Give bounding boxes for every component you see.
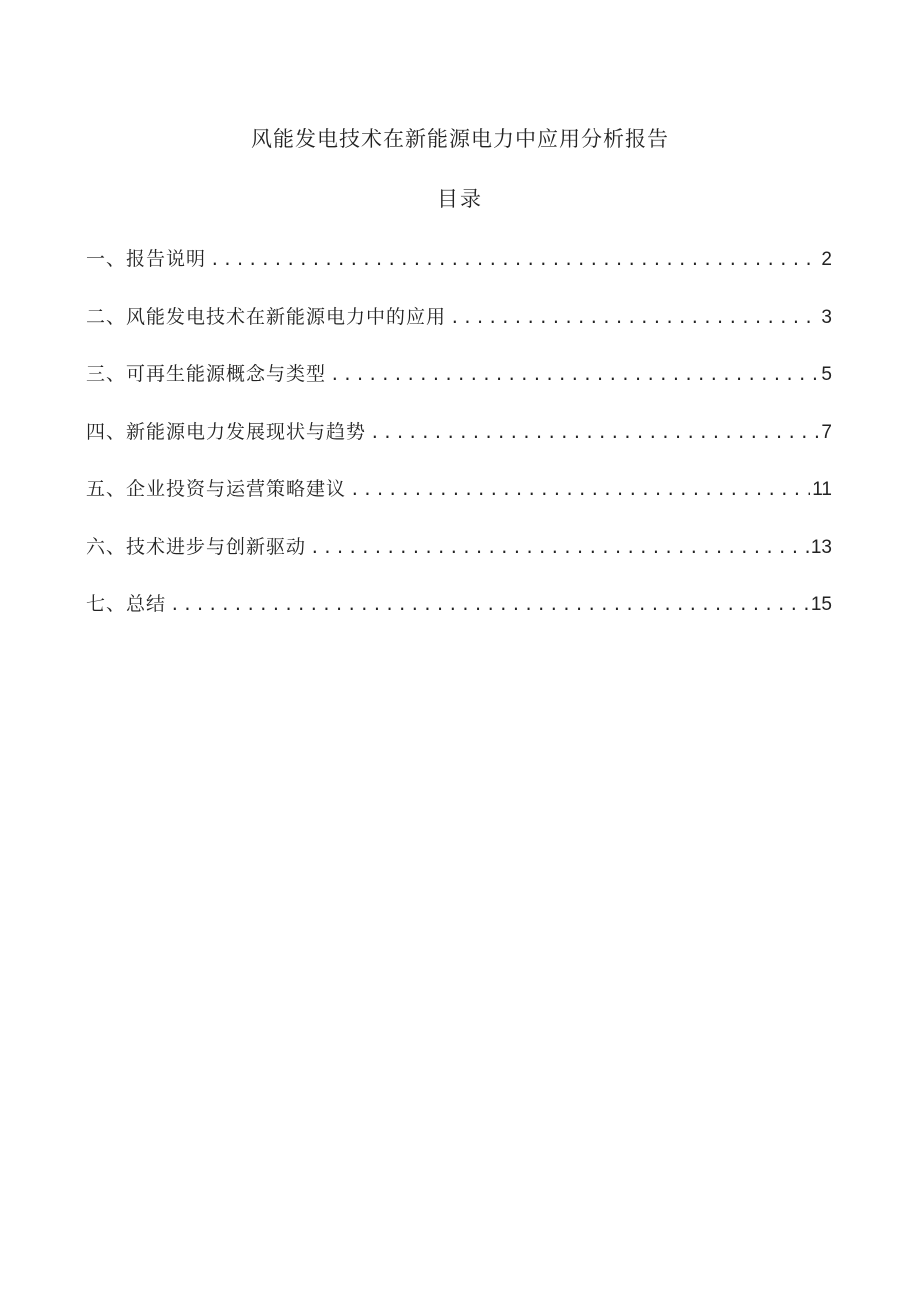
toc-entry-7[interactable] [86,589,832,647]
toc-heading: 目录 [437,187,483,211]
toc-dot-leader [166,590,809,620]
toc-entry-label: 七、总结 [86,593,167,615]
toc-entry-5[interactable] [86,474,832,532]
toc-entry-label: 六、技术进步与创新驱动 [86,535,307,558]
toc-dot-leader [206,245,819,275]
toc-entry-1[interactable] [86,244,832,302]
toc-entry-label: 一、报告说明 [86,248,207,270]
toc-entry-2[interactable] [86,302,832,360]
toc-dot-leader [326,360,819,390]
toc-dot-leader [306,533,809,563]
toc-entry-page: 5 [821,364,832,385]
toc-dot-leader [446,303,819,333]
toc-entry-4[interactable] [86,417,832,475]
toc-entry-label: 四、新能源电力发展现状与趋势 [86,420,367,443]
toc-entry-page: 2 [821,249,832,270]
toc-dot-leader [366,418,819,448]
table-of-contents [86,244,832,647]
toc-entry-page: 7 [821,421,832,443]
toc-entry-6[interactable] [86,532,832,590]
toc-entry-3[interactable] [86,359,832,417]
document-title: 风能发电技术在新能源电力中应用分析报告 [251,127,669,151]
toc-entry-label: 二、风能发电技术在新能源电力中的应用 [86,305,447,328]
toc-entry-page: 3 [821,306,832,328]
toc-dot-leader [346,475,810,505]
toc-entry-page: 15 [810,594,832,615]
toc-entry-label: 三、可再生能源概念与类型 [86,363,327,385]
toc-entry-page: 11 [812,479,832,500]
toc-entry-label: 五、企业投资与运营策略建议 [86,478,347,500]
toc-entry-page: 13 [810,536,832,558]
